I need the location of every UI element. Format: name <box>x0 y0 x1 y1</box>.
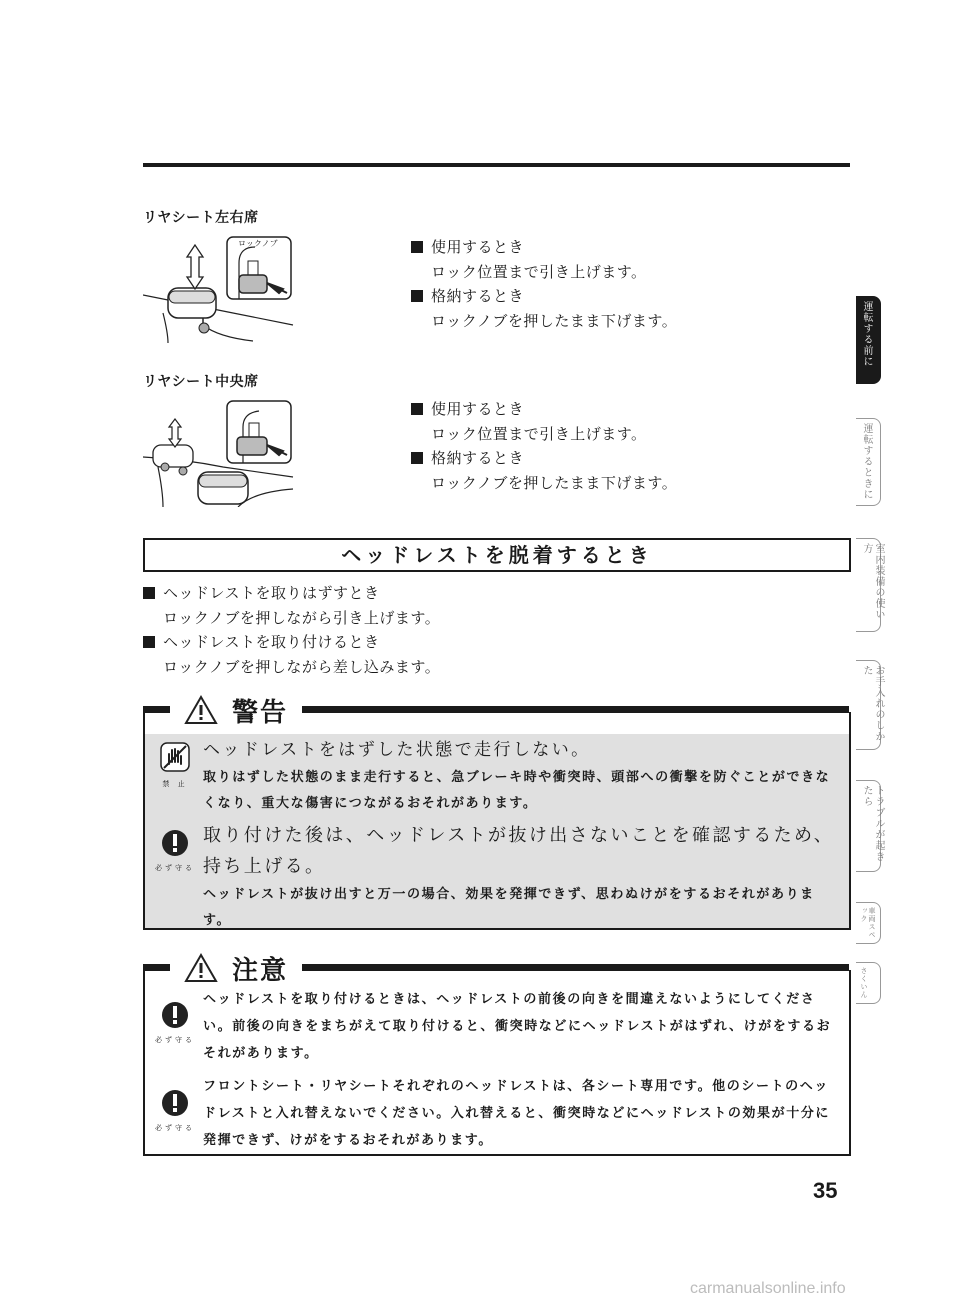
warning-header <box>170 692 302 728</box>
section-banner: ヘッドレストを脱着するとき <box>143 538 851 572</box>
icon-caption: 必ず守る <box>155 1036 195 1044</box>
prohibition-symbol <box>155 742 195 789</box>
list-item-detail: ロックノブを押したまま下げます。 <box>431 311 678 330</box>
center-seat-instructions <box>411 397 677 495</box>
outer-seat-headrest-illustration <box>143 233 303 343</box>
warning-main-text: 取り付けた後は、ヘッドレストが抜け出さないことを確認するため、持ち上げる。 <box>203 825 835 877</box>
icon-caption: 必ず守る <box>155 1124 195 1132</box>
list-item-heading: 格納するとき <box>411 446 677 471</box>
caution-item <box>203 1073 841 1154</box>
warning-box <box>143 712 851 930</box>
list-item-heading: 使用するとき <box>411 397 677 422</box>
outer-seat-instructions <box>411 235 677 333</box>
warning-item <box>203 736 841 817</box>
no-hand-icon <box>160 742 190 774</box>
bullet-square-icon <box>411 403 423 415</box>
warning-sub-text: 取りはずした状態のまま走行すると、急ブレーキ時や衝突時、頭部への衝撃を防ぐことができなくなり、重大な傷害につながるおそれがあります。 <box>203 770 831 811</box>
center-seat-headrest-illustration <box>143 397 303 507</box>
caution-text: フロントシート・リヤシートそれぞれのヘッドレストは、各シート専用です。他のシートのヘッドレストと入れ替えないでください。入れ替えると、衝突時などにヘッドレストの効果が十分に発揮できず、けがをするおそれがあります。 <box>203 1079 831 1148</box>
side-tab-interior-equipment[interactable]: 室内装備の使い方 <box>856 538 881 632</box>
bullet-square-icon <box>411 290 423 302</box>
caution-header <box>170 950 302 986</box>
bullet-square-icon <box>411 241 423 253</box>
list-item-heading: 使用するとき <box>411 235 677 260</box>
bullet-square-icon <box>411 452 423 464</box>
list-item-heading: ヘッドレストを取り付けるとき <box>143 630 440 655</box>
caution-title: 注意 <box>232 955 289 986</box>
warning-item <box>203 820 841 934</box>
caution-text: ヘッドレストを取り付けるときは、ヘッドレストの前後の向きを間違えないようにしてください。前後の向きをまちがえて取り付けると、衝突時などにヘッドレストがはずれ、けがをするおそれがあります。 <box>203 992 832 1061</box>
page-number: 35 <box>813 1178 838 1203</box>
bullet-square-icon <box>143 587 155 599</box>
side-tab-troubleshooting[interactable]: トラブルが起きたら <box>856 780 881 872</box>
side-tab-specifications[interactable]: 車両スペック <box>856 902 881 944</box>
exclamation-circle-icon <box>160 828 190 858</box>
side-tab-while-driving[interactable]: 運転するときに <box>856 418 881 506</box>
bullet-square-icon <box>143 636 155 648</box>
warning-main-text: ヘッドレストをはずした状態で走行しない。 <box>203 740 591 760</box>
mandatory-symbol <box>155 828 195 873</box>
caution-item <box>203 986 841 1067</box>
watermark: carmanualsonline.info <box>690 1280 846 1297</box>
caution-triangle-icon <box>184 953 218 983</box>
top-rule <box>143 163 850 167</box>
headrest-removal-instructions <box>143 581 440 679</box>
section-label-center-seat: リヤシート中央席 <box>143 374 259 390</box>
side-tab-care[interactable]: お手入れのしかた <box>856 660 881 750</box>
caution-box <box>143 970 851 1156</box>
lock-knob-callout: ロックノブ <box>238 239 278 248</box>
exclamation-circle-icon <box>160 1000 190 1030</box>
warning-title: 警告 <box>232 697 289 728</box>
list-item-detail: ロック位置まで引き上げます。 <box>431 424 647 443</box>
list-item-detail: ロックノブを押したまま下げます。 <box>431 473 678 492</box>
list-item-heading: 格納するとき <box>411 284 677 309</box>
mandatory-symbol <box>155 1088 195 1133</box>
list-item-detail: ロックノブを押しながら引き上げます。 <box>163 608 441 627</box>
side-tab-index[interactable]: さくいん <box>856 962 881 1004</box>
side-tab-before-driving[interactable]: 運転する前に <box>856 296 881 384</box>
list-item-detail: ロックノブを押しながら差し込みます。 <box>163 657 441 676</box>
list-item-detail: ロック位置まで引き上げます。 <box>431 262 647 281</box>
exclamation-circle-icon <box>160 1088 190 1118</box>
icon-caption: 禁 止 <box>162 780 188 788</box>
icon-caption: 必ず守る <box>155 864 195 872</box>
warning-triangle-icon <box>184 695 218 725</box>
section-label-outer-seats: リヤシート左右席 <box>143 210 259 226</box>
mandatory-symbol <box>155 1000 195 1045</box>
list-item-heading: ヘッドレストを取りはずすとき <box>143 581 440 606</box>
warning-sub-text: ヘッドレストが抜け出すと万一の場合、効果を発揮できず、思わぬけがをするおそれがあります。 <box>203 887 815 928</box>
